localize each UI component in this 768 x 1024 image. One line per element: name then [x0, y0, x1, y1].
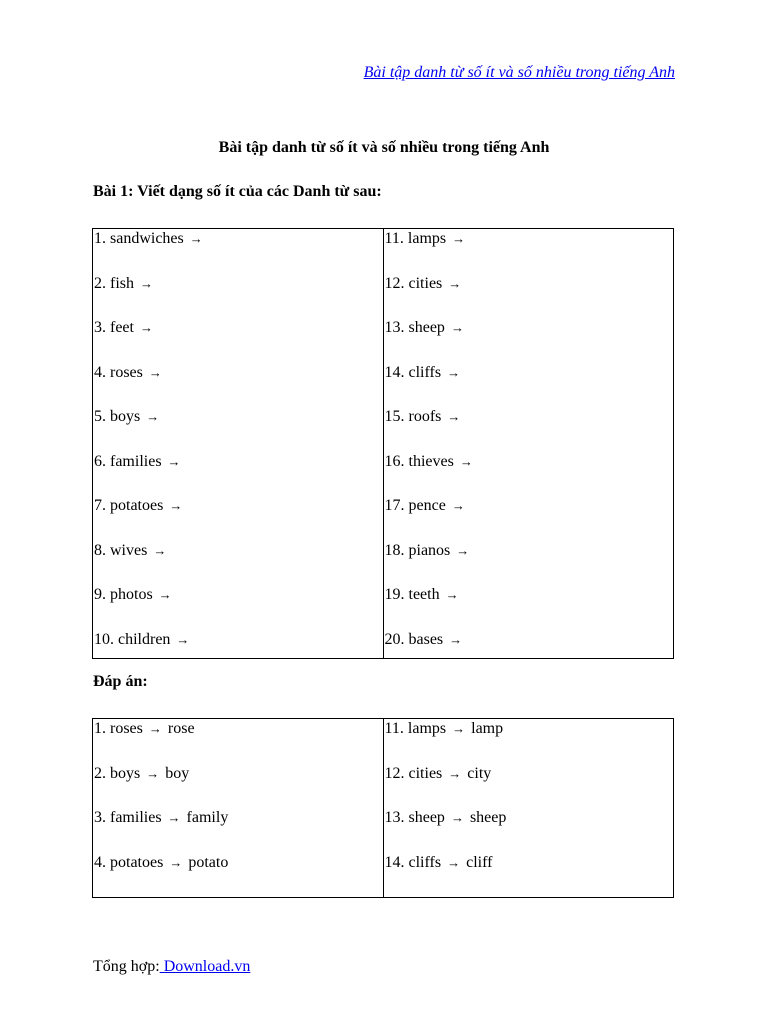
- exercise-item: 14. cliffs →: [384, 363, 461, 381]
- arrow-icon: →: [176, 631, 190, 647]
- arrow-icon: →: [450, 810, 464, 825]
- exercise-item: 12. cities →: [384, 274, 462, 292]
- arrow-icon: →: [449, 631, 463, 647]
- footer-link[interactable]: Download.vn: [159, 958, 251, 975]
- exercise-item: 19. teeth →: [384, 586, 459, 603]
- exercise-item: 9. photos →: [94, 586, 172, 603]
- arrow-icon: →: [169, 498, 183, 513]
- arrow-icon: →: [451, 498, 465, 513]
- arrow-icon: →: [169, 854, 183, 870]
- answer-table: [92, 718, 674, 898]
- exercise-item: 4. roses →: [94, 363, 162, 381]
- exercise-item: 3. feet →: [94, 319, 153, 336]
- exercise-item: 5. boys →: [94, 408, 160, 425]
- footer: [93, 958, 250, 976]
- answer-item: 2. boys → boy: [94, 764, 190, 782]
- answer-item: 14. cliffs → cliff: [384, 853, 493, 871]
- arrow-icon: →: [140, 275, 153, 291]
- header-link[interactable]: Bài tập danh từ số ít và số nhiều trong tiếng Anh: [363, 64, 675, 81]
- exercise-item: 11. lamps →: [384, 230, 466, 247]
- answer-heading: Đáp án:: [93, 673, 148, 690]
- arrow-icon: →: [189, 231, 203, 246]
- arrow-icon: →: [447, 854, 461, 870]
- exercise-item: 18. pianos →: [384, 541, 470, 559]
- answer-item: 12. cities → city: [384, 764, 492, 782]
- exercise-item: 2. fish →: [94, 274, 153, 292]
- arrow-icon: →: [448, 275, 462, 291]
- arrow-icon: →: [158, 587, 172, 602]
- exercise-column-right: [383, 229, 674, 659]
- answer-item: 4. potatoes → potato: [94, 853, 229, 871]
- arrow-icon: →: [452, 231, 466, 246]
- arrow-icon: →: [167, 453, 181, 469]
- arrow-icon: →: [153, 542, 167, 558]
- page-title: Bài tập danh từ số ít và số nhiều trong tiếng Anh: [218, 139, 550, 156]
- arrow-icon: →: [148, 364, 162, 380]
- answer-item: 13. sheep → sheep: [384, 809, 507, 826]
- arrow-icon: →: [456, 542, 470, 558]
- exercise-item: 6. families →: [94, 452, 181, 470]
- exercise-item: 15. roofs →: [384, 408, 461, 425]
- exercise-item: 8. wives →: [94, 541, 167, 559]
- arrow-icon: →: [139, 320, 153, 335]
- arrow-icon: →: [148, 721, 162, 736]
- exercise-column-left: [93, 229, 384, 659]
- answer-item: 3. families → family: [94, 809, 229, 826]
- footer-label: Tổng hợp:: [93, 958, 160, 975]
- arrow-icon: →: [459, 453, 473, 469]
- arrow-icon: →: [167, 810, 181, 825]
- exercise-item: 16. thieves →: [384, 452, 473, 470]
- exercise-item: 20. bases →: [384, 630, 463, 648]
- arrow-icon: →: [445, 587, 459, 602]
- answer-column-right: [383, 719, 674, 898]
- exercise-table: [92, 228, 674, 659]
- exercise-item: 17. pence →: [384, 497, 465, 514]
- answer-column-left: [93, 719, 384, 898]
- arrow-icon: →: [450, 320, 464, 335]
- exercise-item: 13. sheep →: [384, 319, 464, 336]
- exercise-item: 10. children →: [94, 630, 190, 648]
- arrow-icon: →: [452, 721, 466, 736]
- arrow-icon: →: [146, 409, 160, 424]
- exercise-item: 1. sandwiches →: [94, 230, 203, 247]
- arrow-icon: →: [146, 765, 160, 781]
- answer-item: 1. roses → rose: [94, 720, 195, 737]
- arrow-icon: →: [447, 409, 461, 424]
- exercise-item: 7. potatoes →: [94, 497, 183, 514]
- arrow-icon: →: [448, 765, 462, 781]
- answer-item: 11. lamps → lamp: [384, 720, 504, 737]
- arrow-icon: →: [447, 364, 461, 380]
- exercise-heading: Bài 1: Viết dạng số ít của các Danh từ sau:: [93, 183, 382, 200]
